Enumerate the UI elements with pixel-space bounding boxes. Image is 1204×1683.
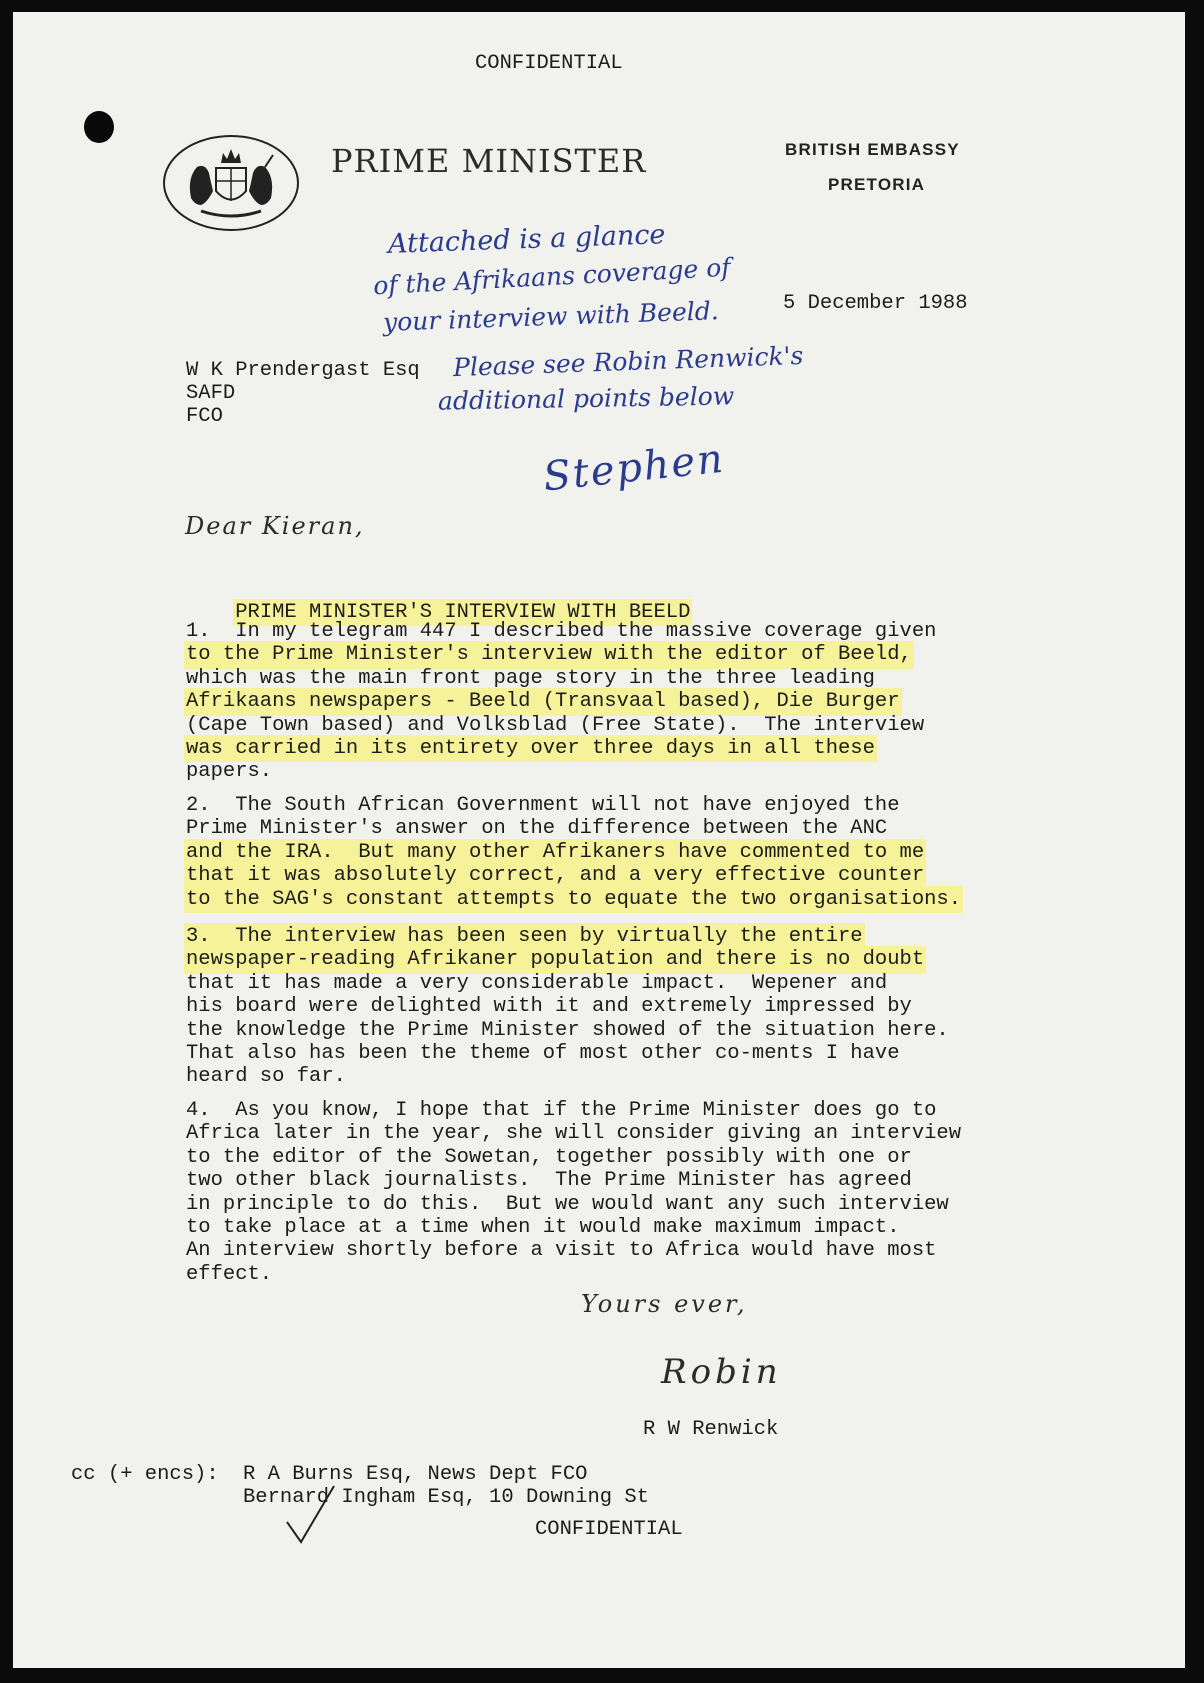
p4-line: two other black journalists. The Prime Minister has agreed <box>186 1169 912 1193</box>
cc-line-1: R A Burns Esq, News Dept FCO <box>243 1463 588 1486</box>
recipient-dept: SAFD <box>186 382 236 405</box>
handwritten-signature: Robin <box>661 1352 782 1392</box>
blue-note-line-4: Please see Robin Renwick's <box>452 340 804 383</box>
handwritten-addressee: PRIME MINISTER <box>331 142 647 180</box>
cc-label: cc (+ encs): <box>71 1463 219 1486</box>
p4-line: 4. As you know, I hope that if the Prime Minister does go to <box>186 1099 937 1122</box>
p3-line: his board were delighted with it and extremely impressed by <box>186 995 912 1019</box>
p1-line: Afrikaans newspapers - Beeld (Transvaal based), Die Burger <box>186 690 900 714</box>
subject-text: PRIME MINISTER'S INTERVIEW WITH BEELD <box>235 601 691 625</box>
p2-line: Prime Minister's answer on the difference between the ANC <box>186 817 888 841</box>
letter-date: 5 December 1988 <box>783 292 968 315</box>
classification-top: CONFIDENTIAL <box>475 52 623 75</box>
letter-page <box>13 12 1185 1668</box>
p2-line: and the IRA. But many other Afrikaners have commented to me <box>186 840 925 864</box>
blue-note-line-5: additional points below <box>437 381 735 416</box>
recipient-office: FCO <box>186 405 223 428</box>
p4-line: to the editor of the Sowetan, together possibly with one or <box>186 1145 912 1169</box>
p2-line: to the SAG's constant attempts to equate the two organisations. <box>186 887 962 911</box>
p4-line: in principle to do this. But we would want any such interview <box>186 1192 949 1216</box>
blue-note-line-2: of the Afrikaans coverage of <box>372 252 732 301</box>
cc-line-2: Bernard Ingham Esq, 10 Downing St <box>243 1486 649 1509</box>
closing: Yours ever, <box>581 1290 748 1318</box>
p4-line: to take place at a time when it would make maximum impact. <box>186 1216 900 1240</box>
paragraph-3 <box>186 925 1106 1089</box>
classification-bottom: CONFIDENTIAL <box>535 1518 683 1541</box>
p2-line: 2. The South African Government will not have enjoyed the <box>186 794 900 817</box>
p3-line: newspaper-reading Afrikaner population and there is no doubt <box>186 948 925 972</box>
salutation: Dear Kieran, <box>185 512 365 540</box>
blue-signature: Stephen <box>541 435 727 501</box>
p3-line: that it has made a very considerable impact. Wepener and <box>186 971 888 995</box>
punch-hole <box>84 111 114 143</box>
p4-line: An interview shortly before a visit to Africa would have most <box>186 1239 937 1263</box>
p1-line: papers. <box>186 760 273 784</box>
p1-line: which was the main front page story in the three leading <box>186 666 875 690</box>
paragraph-1 <box>186 620 1106 784</box>
p3-line: heard so far. <box>186 1065 346 1089</box>
blue-note-line-1: Attached is a glance <box>387 219 666 260</box>
p1-line: was carried in its entirety over three days in all these <box>186 737 875 761</box>
p4-line: effect. <box>186 1262 273 1286</box>
blue-note-line-3: your interview with Beeld. <box>382 296 720 337</box>
embassy-city: PRETORIA <box>828 175 926 194</box>
p1-line: (Cape Town based) and Volksblad (Free State). The interview <box>186 713 925 737</box>
paragraph-4 <box>186 1099 1106 1286</box>
recipient-name: W K Prendergast Esq <box>186 359 420 382</box>
paragraph-2 <box>186 794 1106 911</box>
p1-line: to the Prime Minister's interview with the editor of Beeld, <box>186 643 912 667</box>
p3-line: That also has been the theme of most other co-ments I have <box>186 1042 900 1066</box>
p2-line: that it was absolutely correct, and a very effective counter <box>186 864 925 888</box>
p1-line: 1. In my telegram 447 I described the massive coverage given <box>186 620 937 643</box>
p4-line: Africa later in the year, she will consider giving an interview <box>186 1122 962 1146</box>
signatory-name: R W Renwick <box>643 1418 779 1441</box>
p3-line: the knowledge the Prime Minister showed of the situation here. <box>186 1018 949 1042</box>
embassy-name: BRITISH EMBASSY <box>785 140 960 159</box>
p3-line: 3. The interview has been seen by virtually the entire <box>186 925 863 948</box>
royal-crest-logo <box>123 115 263 215</box>
checkmark-icon <box>241 1462 339 1573</box>
